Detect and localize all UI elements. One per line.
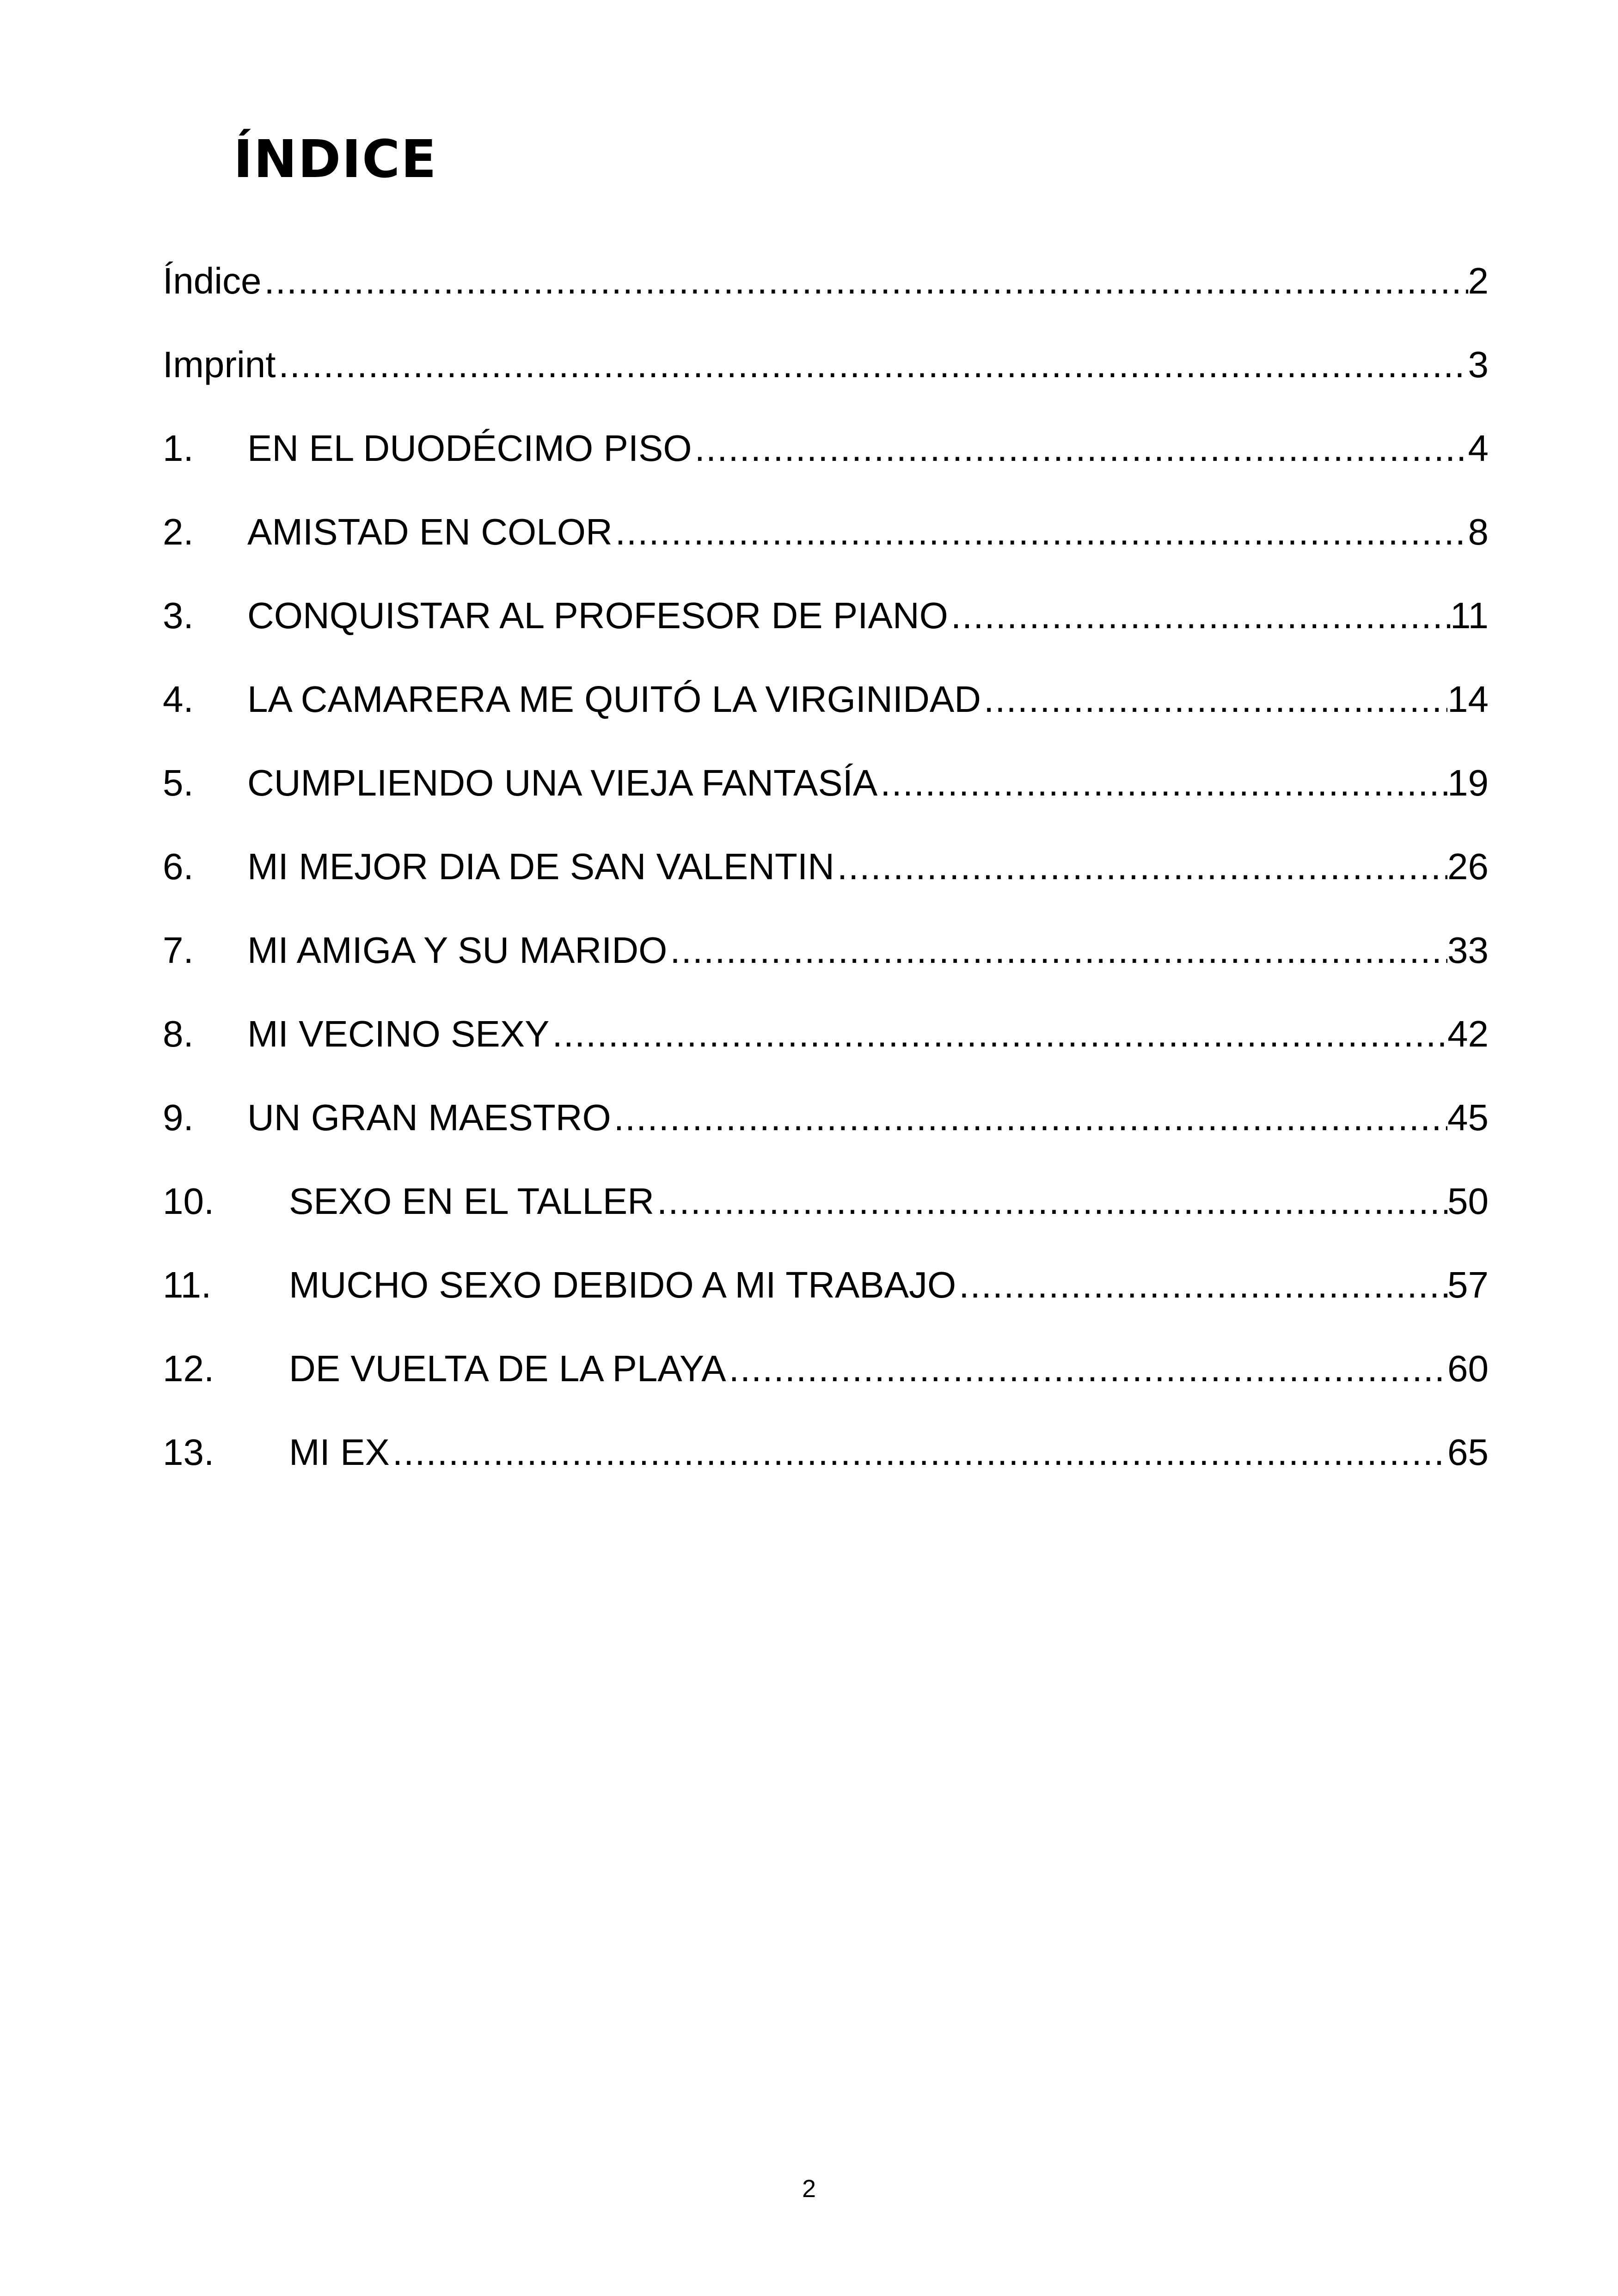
toc-entry-page: 14 — [1447, 679, 1489, 720]
toc-entry-number: 7. — [163, 930, 194, 971]
toc-entry[interactable] — [163, 1425, 1489, 1508]
toc-dot-leader — [390, 1425, 1447, 1480]
toc-entry-page: 60 — [1447, 1348, 1489, 1389]
toc-entry[interactable] — [163, 253, 1489, 337]
table-of-contents — [163, 253, 1489, 1508]
toc-dot-leader — [549, 1006, 1447, 1062]
toc-entry-number: 13. — [163, 1432, 215, 1473]
toc-entry-page: 8 — [1468, 511, 1489, 552]
toc-entry[interactable] — [163, 504, 1489, 588]
toc-dot-leader — [726, 1341, 1447, 1396]
toc-entry-title: UN GRAN MAESTRO — [247, 1097, 611, 1138]
toc-entry-number: 4. — [163, 679, 194, 720]
toc-entry[interactable] — [163, 1341, 1489, 1425]
toc-entry[interactable] — [163, 337, 1489, 421]
toc-entry-page: 45 — [1447, 1097, 1489, 1138]
toc-entry-number: 8. — [163, 1013, 194, 1054]
toc-entry-title: Índice — [163, 260, 262, 301]
toc-entry-page: 4 — [1468, 428, 1489, 469]
toc-entry-title: SEXO EN EL TALLER — [289, 1181, 654, 1222]
toc-entry-title: MI EX — [289, 1432, 390, 1473]
toc-entry-number: 2. — [163, 511, 194, 552]
toc-dot-leader — [834, 839, 1447, 894]
toc-entry[interactable] — [163, 672, 1489, 755]
toc-dot-leader — [877, 755, 1447, 811]
toc-entry-title: DE VUELTA DE LA PLAYA — [289, 1348, 726, 1389]
toc-entry-number: 3. — [163, 595, 194, 636]
toc-entry[interactable] — [163, 1174, 1489, 1257]
toc-entry-number: 6. — [163, 846, 194, 887]
toc-entry[interactable] — [163, 839, 1489, 923]
toc-dot-leader — [956, 1257, 1447, 1313]
toc-entry-page: 19 — [1447, 762, 1489, 803]
page-title: ÍNDICE — [233, 129, 437, 190]
toc-entry-title: AMISTAD EN COLOR — [247, 511, 613, 552]
toc-entry-number: 11. — [163, 1264, 212, 1305]
toc-dot-leader — [654, 1174, 1447, 1229]
toc-entry[interactable] — [163, 755, 1489, 839]
toc-entry-title: MI MEJOR DIA DE SAN VALENTIN — [247, 846, 834, 887]
toc-entry-page: 33 — [1447, 930, 1489, 971]
toc-dot-leader — [611, 1090, 1447, 1145]
toc-entry-title: LA CAMARERA ME QUITÓ LA VIRGINIDAD — [247, 679, 981, 720]
toc-entry[interactable] — [163, 421, 1489, 504]
toc-entry-page: 65 — [1447, 1432, 1489, 1473]
toc-dot-leader — [667, 923, 1447, 978]
toc-entry-page: 57 — [1447, 1264, 1489, 1305]
toc-entry-page: 2 — [1468, 260, 1489, 301]
toc-dot-leader — [261, 253, 1468, 309]
toc-dot-leader — [692, 421, 1468, 476]
toc-entry-page: 11 — [1450, 595, 1489, 636]
toc-entry-title: CUMPLIENDO UNA VIEJA FANTASÍA — [247, 762, 878, 803]
toc-entry-number: 1. — [163, 428, 194, 469]
toc-dot-leader — [981, 672, 1447, 727]
toc-entry-page: 42 — [1447, 1013, 1489, 1054]
toc-entry-page: 50 — [1447, 1181, 1489, 1222]
toc-entry-page: 26 — [1447, 846, 1489, 887]
toc-entry-title: MUCHO SEXO DEBIDO A MI TRABAJO — [289, 1264, 956, 1305]
toc-entry-title: MI AMIGA Y SU MARIDO — [247, 930, 668, 971]
toc-entry-title: MI VECINO SEXY — [247, 1013, 550, 1054]
toc-entry-number: 5. — [163, 762, 194, 803]
toc-entry-number: 10. — [163, 1181, 215, 1222]
toc-entry-page: 3 — [1468, 344, 1489, 385]
toc-entry-number: 9. — [163, 1097, 194, 1138]
page-number: 2 — [802, 2175, 816, 2203]
toc-entry-title: Imprint — [163, 344, 276, 385]
toc-entry[interactable] — [163, 923, 1489, 1006]
toc-entry-number: 12. — [163, 1348, 215, 1389]
toc-entry[interactable] — [163, 588, 1489, 672]
toc-entry[interactable] — [163, 1006, 1489, 1090]
toc-dot-leader — [613, 504, 1468, 560]
toc-entry[interactable] — [163, 1090, 1489, 1174]
toc-dot-leader — [276, 337, 1468, 392]
toc-entry[interactable] — [163, 1257, 1489, 1341]
toc-entry-title: EN EL DUODÉCIMO PISO — [247, 428, 692, 469]
toc-dot-leader — [948, 588, 1450, 643]
toc-entry-title: CONQUISTAR AL PROFESOR DE PIANO — [247, 595, 948, 636]
